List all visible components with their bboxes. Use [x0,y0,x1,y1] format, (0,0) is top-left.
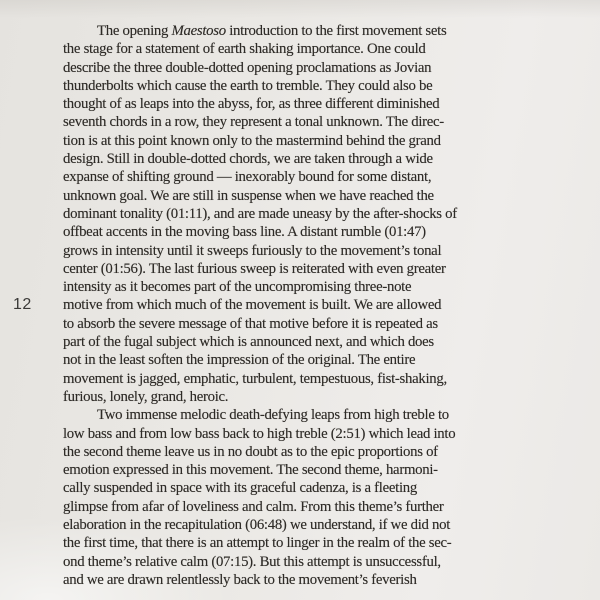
text-line: motive from which much of the movement is built. We are allowed [63,297,442,314]
paragraph-1-lines [63,40,548,406]
page-number: 12 [13,296,32,313]
text-line: unknown goal. We are still in suspense when we have reached the [63,187,434,204]
line-text: The opening [97,23,172,39]
text-column [63,22,548,589]
text-line: not in the least soften the impression of the original. The entire [63,352,416,369]
text-line: the first time, that there is an attempt to linger in the realm of the sec- [63,535,452,552]
text-line: emotion expressed in this movement. The second theme, harmoni- [63,462,438,479]
text-line: movement is jagged, emphatic, turbulent, tempestuous, fist-shaking, [63,370,447,387]
paragraph-2 [63,406,548,589]
paragraph-2-lines [63,406,548,589]
text-line: thunderbolts which cause the earth to tremble. They could also be [63,77,433,94]
text-line: elaboration in the recapitulation (06:48) we understand, if we did not [63,517,451,534]
paragraph-1 [63,22,548,406]
text-line: Two immense melodic death-defying leaps from high treble to [97,407,449,424]
line-text: introduction to the first movement sets [225,23,447,39]
text-line: grows in intensity until it sweeps furiously to the movement’s tonal [63,242,442,259]
text-line: expanse of shifting ground — inexorably bound for some distant, [63,169,432,186]
text-line: glimpse from afar of loveliness and calm. From this theme’s further [63,498,444,515]
text-line: the second theme leave us in no doubt as to the epic proportions of [63,443,438,460]
text-line: center (01:56). The last furious sweep is reiterated with even greater [63,260,446,277]
text-line: dominant tonality (01:11), and are made uneasy by the after-shocks of [63,205,457,222]
text-line: offbeat accents in the moving bass line. A distant rumble (01:47) [63,224,426,241]
text-line: thought of as leaps into the abyss, for, as three different diminished [63,96,440,113]
text-line: and we are drawn relentlessly back to the movement’s feverish [63,571,417,588]
text-line: tion is at this point known only to the mastermind behind the grand [63,132,441,149]
text-line: describe the three double-dotted opening proclamations as Jovian [63,59,432,76]
italic-term: Maestoso [171,23,226,39]
text-line: part of the fugal subject which is announced next, and which does [63,334,434,351]
text-line [63,22,548,40]
text-line: ond theme’s relative calm (07:15). But this attempt is unsuccessful, [63,553,441,570]
text-line: design. Still in double-dotted chords, we are taken through a wide [63,151,433,168]
text-line: furious, lonely, grand, heroic. [63,388,229,405]
text-line: seventh chords in a row, they represent a tonal unknown. The direc- [63,114,444,131]
text-line: to absorb the severe message of that motive before it is repeated as [63,315,438,332]
text-line: intensity as it becomes part of the uncompromising three-note [63,279,412,296]
text-line: cally suspended in space with its graceful cadenza, is a fleeting [63,480,417,497]
text-line: the stage for a statement of earth shaking importance. One could [63,41,426,58]
text-line: low bass and from low bass back to high treble (2:51) which lead into [63,425,456,442]
